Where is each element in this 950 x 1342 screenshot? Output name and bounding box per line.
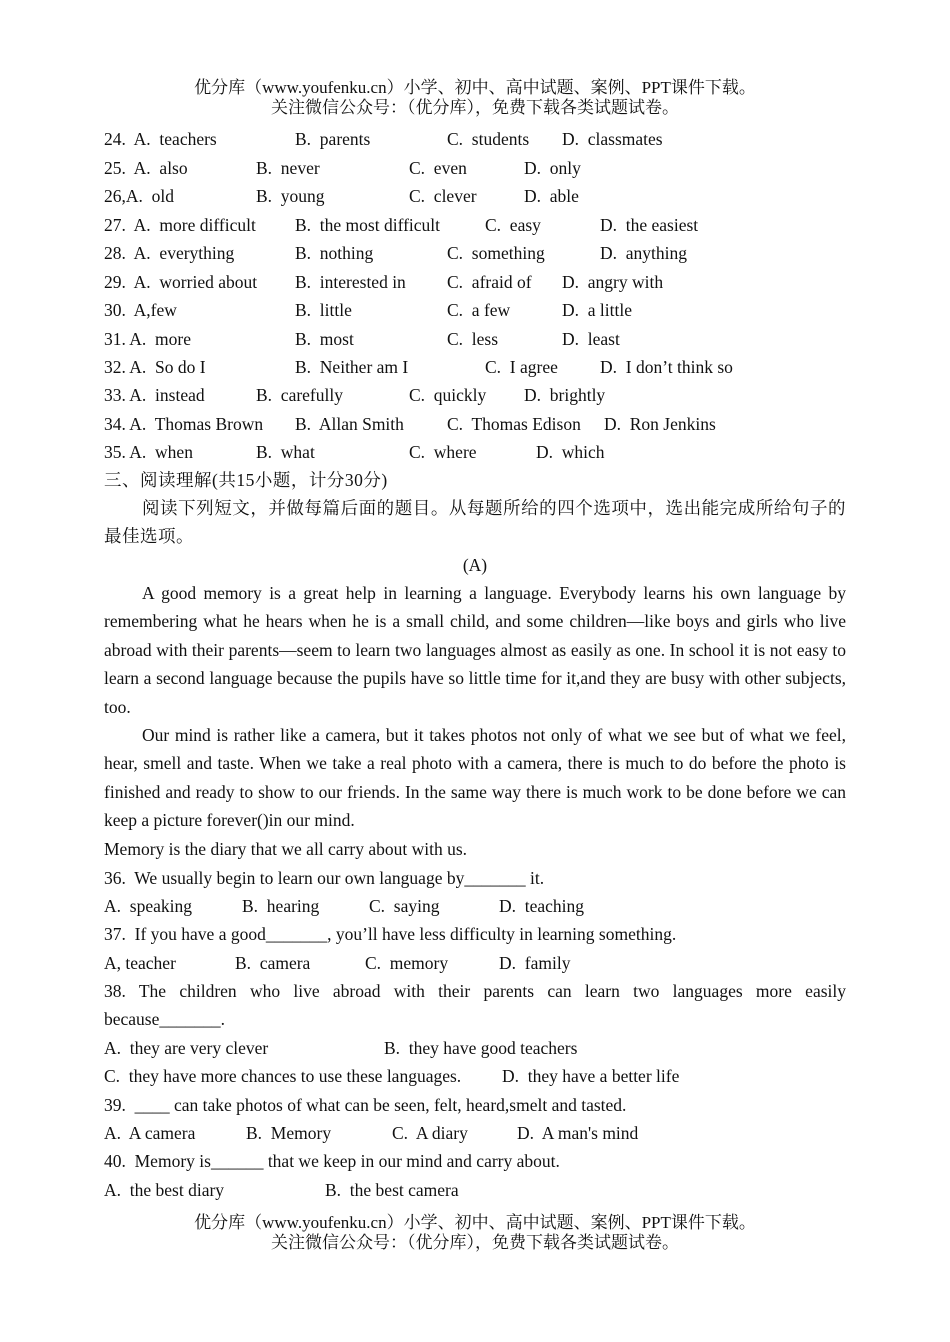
option-c: C. I agree: [485, 357, 558, 377]
option-b: B. nothing: [295, 243, 374, 263]
option-c: C. where: [409, 442, 477, 462]
option-b: B. Neither am I: [295, 357, 409, 377]
cloze-item-26: [104, 182, 579, 210]
section-title: 三、阅读理解(共15小题，计分30分): [104, 470, 388, 490]
option-c: C. a few: [447, 300, 511, 320]
option-a: 33. A. instead: [104, 385, 205, 405]
question-36: 36. We usually begin to learn our own language by_______ it.: [104, 868, 545, 888]
option-d: D. which: [536, 442, 605, 462]
option-a: 32. A. So do I: [104, 357, 206, 377]
cloze-item-25: [104, 154, 581, 182]
option-d: D. anything: [600, 243, 688, 263]
option-d: D. a little: [562, 300, 632, 320]
option-a: A. A camera: [104, 1123, 196, 1143]
option-d: D. A man's mind: [517, 1123, 639, 1143]
question-37-options: [104, 949, 571, 977]
option-b: B. young: [256, 186, 325, 206]
header-line-1: 优分库（www.youfenku.cn）小学、初中、高中试题、案例、PPT课件下载。: [194, 78, 756, 97]
option-d: D. only: [524, 158, 581, 178]
option-a: 26,A. old: [104, 186, 174, 206]
option-a: 28. A. everything: [104, 243, 235, 263]
option-a: 31. A. more: [104, 329, 192, 349]
option-c: C. easy: [485, 215, 541, 235]
option-b: B. never: [256, 158, 320, 178]
footer-line-1: 优分库（www.youfenku.cn）小学、初中、高中试题、案例、PPT课件下载。: [194, 1213, 756, 1232]
option-c: C. quickly: [409, 385, 487, 405]
option-b: B. hearing: [242, 896, 320, 916]
passage-label: (A): [462, 555, 488, 575]
option-c: C. A diary: [392, 1123, 468, 1143]
question-36-options: [104, 892, 585, 920]
option-d: D. angry with: [562, 272, 664, 292]
option-a: A. they are very clever: [104, 1038, 269, 1058]
cloze-item-27: [104, 211, 699, 239]
question-38-options-ab: [104, 1034, 578, 1062]
cloze-item-35: [104, 438, 605, 466]
option-d: D. brightly: [524, 385, 606, 405]
question-40: 40. Memory is______ that we keep in our mind and carry about.: [104, 1151, 560, 1171]
cloze-item-29: [104, 268, 664, 296]
cloze-item-30: [104, 296, 632, 324]
option-d: D. least: [562, 329, 620, 349]
option-b: B. parents: [295, 129, 371, 149]
page-header: [0, 78, 950, 118]
question-39: 39. ____ can take photos of what can be seen, felt, heard,smelt and tasted.: [104, 1095, 627, 1115]
option-a: A. the best diary: [104, 1180, 225, 1200]
option-d: D. the easiest: [600, 215, 699, 235]
question-38: [104, 977, 846, 1034]
question-40-options: [104, 1176, 459, 1204]
cloze-item-33: [104, 381, 606, 409]
passage-paragraph-2: Our mind is rather like a camera, but it takes photos not only of what we see but of what we feel, hear, smell and taste. When we take a real photo with a camera, there is much to do before the photo is finished and ready to show to our friends. In the same way there is much work to be done before we can keep a picture forever()in our mind.: [104, 725, 846, 831]
question-37: 37. If you have a good_______, you’ll have less difficulty in learning something.: [104, 924, 677, 944]
cloze-item-24: [104, 125, 663, 153]
option-c: C. something: [447, 243, 545, 263]
option-c: C. memory: [365, 953, 449, 973]
cloze-item-32: [104, 353, 733, 381]
option-b: B. Allan Smith: [295, 414, 404, 434]
question-39-options: [104, 1119, 639, 1147]
option-d: D. they have a better life: [502, 1066, 680, 1086]
option-b: B. the best camera: [325, 1180, 459, 1200]
page-footer: [0, 1213, 950, 1253]
question-38-text: 38. The children who live abroad with their parents can learn two languages more easily because_______.: [104, 981, 846, 1030]
option-c: C. students: [447, 129, 530, 149]
option-a: A. speaking: [104, 896, 192, 916]
option-b: B. interested in: [295, 272, 406, 292]
option-b: B. little: [295, 300, 352, 320]
option-b: B. they have good teachers: [384, 1038, 578, 1058]
cloze-item-28: [104, 239, 688, 267]
passage-paragraph-1: A good memory is a great help in learning a language. Everybody learns his own language by remembering what he hears when he is a small child, and some children—like boys and girls who live abroad with their parents—seem to learn two languages almost as easily as one. In school it is not easy to learn a second language because the pupils have so little time for it,and they are busy with other subjects, too.: [104, 583, 846, 717]
option-c: C. Thomas Edison: [447, 414, 581, 434]
option-a: 24. A. teachers: [104, 129, 217, 149]
option-a: 25. A. also: [104, 158, 188, 178]
option-b: B. most: [295, 329, 354, 349]
cloze-item-34: [104, 410, 716, 438]
option-c: C. even: [409, 158, 467, 178]
option-d: D. Ron Jenkins: [604, 414, 716, 434]
passage-paragraph-3: Memory is the diary that we all carry about with us.: [104, 838, 468, 859]
option-b: B. what: [256, 442, 315, 462]
option-a: A, teacher: [104, 953, 176, 973]
option-c: C. they have more chances to use these languages.: [104, 1066, 462, 1086]
option-d: D. I don’t think so: [600, 357, 733, 377]
option-b: B. the most difficult: [295, 215, 441, 235]
option-c: C. saying: [369, 896, 440, 916]
option-a: 34. A. Thomas Brown: [104, 414, 264, 434]
question-38-options-cd: [104, 1062, 680, 1090]
option-d: D. classmates: [562, 129, 663, 149]
instruction-text: 阅读下列短文，并做每篇后面的题目。从每题所给的四个选项中，选出能完成所给句子的最佳选项。: [104, 498, 846, 547]
section-instruction: [104, 494, 846, 551]
option-b: B. carefully: [256, 385, 343, 405]
option-a: 29. A. worried about: [104, 272, 258, 292]
footer-line-2: 关注微信公众号：（优分库），免费下载各类试题试卷。: [271, 1233, 679, 1252]
option-d: D. able: [524, 186, 579, 206]
option-a: 35. A. when: [104, 442, 193, 462]
option-c: C. afraid of: [447, 272, 532, 292]
option-b: B. Memory: [246, 1123, 332, 1143]
option-b: B. camera: [235, 953, 311, 973]
option-d: D. teaching: [499, 896, 585, 916]
option-a: 30. A,few: [104, 300, 177, 320]
option-a: 27. A. more difficult: [104, 215, 256, 235]
option-d: D. family: [499, 953, 571, 973]
passage-a: [104, 579, 846, 863]
option-c: C. clever: [409, 186, 477, 206]
cloze-item-31: [104, 325, 620, 353]
option-c: C. less: [447, 329, 499, 349]
header-line-2: 关注微信公众号：（优分库），免费下载各类试题试卷。: [271, 98, 679, 117]
